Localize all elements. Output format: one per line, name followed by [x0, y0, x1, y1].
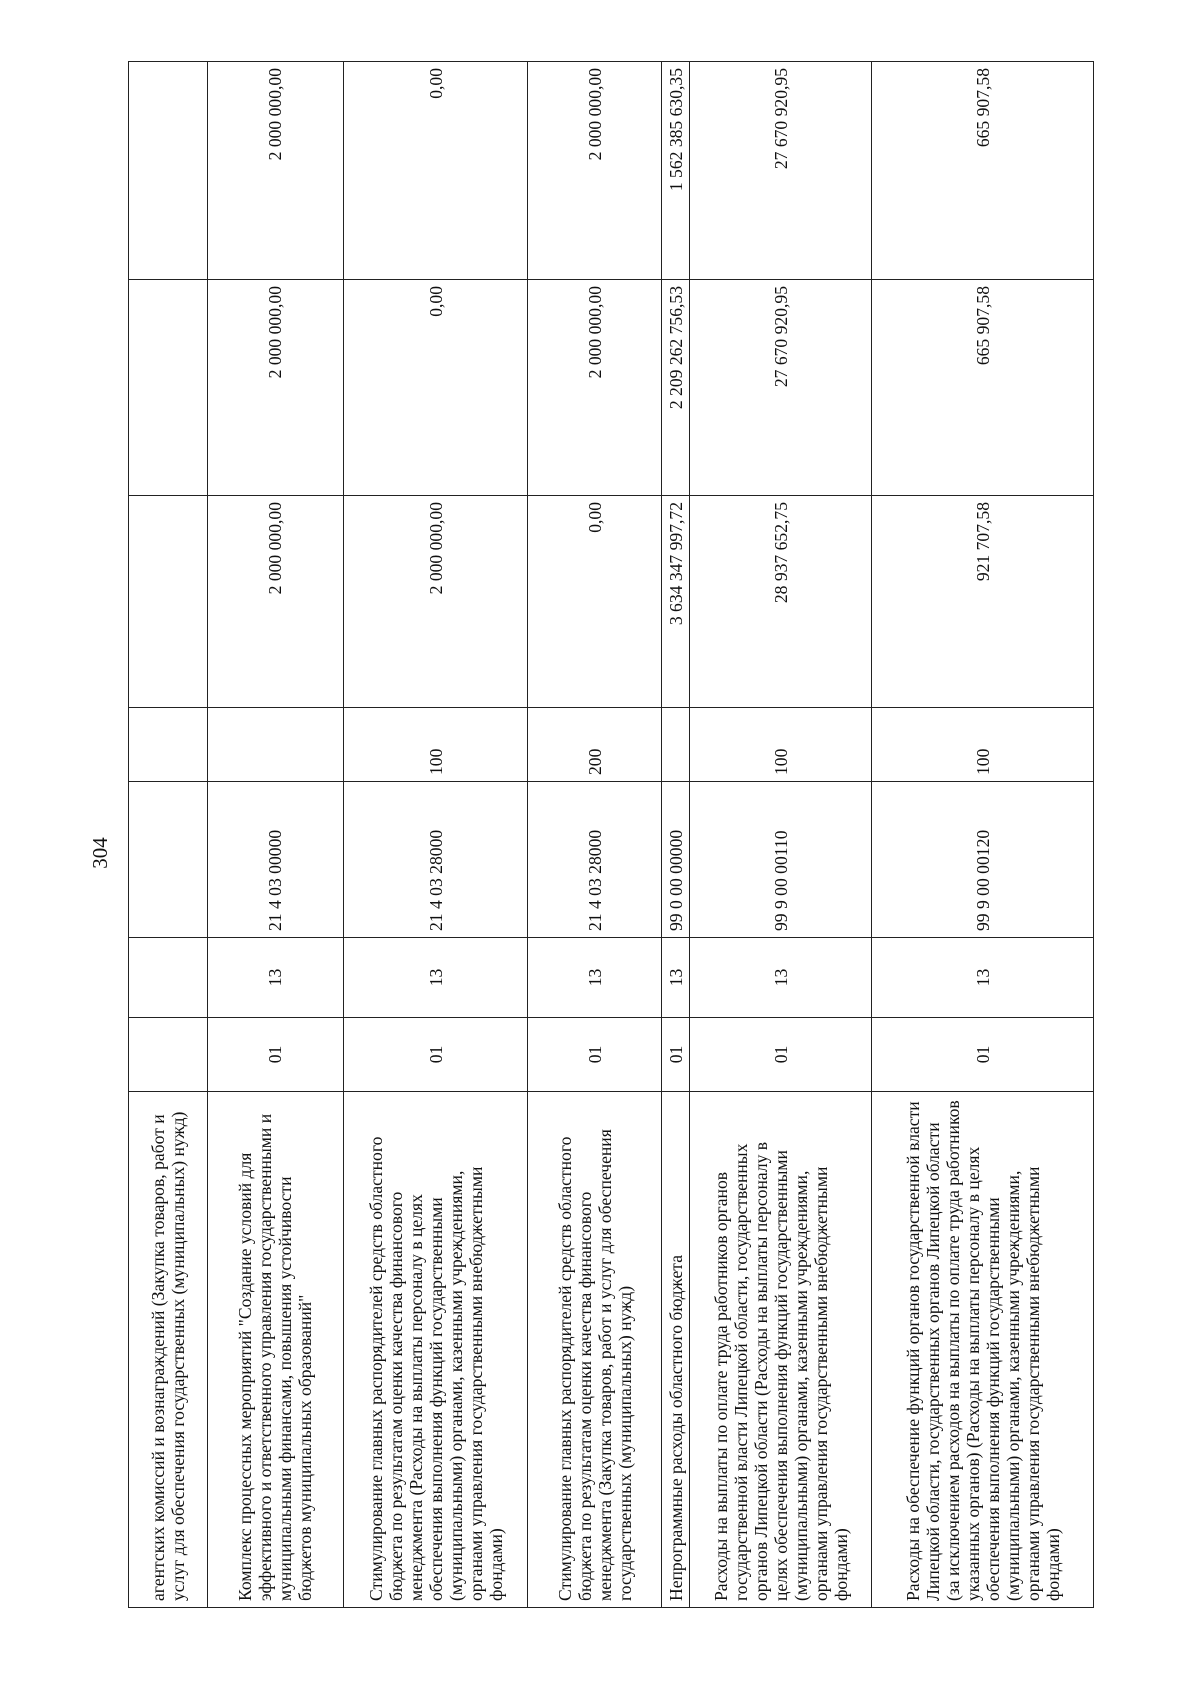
expense-type-code: 200: [528, 708, 662, 782]
subsection-code: [129, 938, 208, 1018]
subsection-code: 13: [528, 938, 662, 1018]
target-article-code: 21 4 03 28000: [528, 782, 662, 938]
amount-2025: [129, 496, 208, 708]
expense-type-code: 100: [690, 708, 872, 782]
expense-name: агентских комиссий и вознаграждений (Закупка товаров, работ и услуг для обеспечения государственных (муниципальных) нужд): [129, 1092, 208, 1608]
expense-type-code: [207, 708, 343, 782]
subsection-code: 13: [661, 938, 690, 1018]
section-code: 01: [343, 1018, 527, 1092]
expense-type-code: 100: [343, 708, 527, 782]
table-row: [207, 62, 343, 1608]
section-code: 01: [528, 1018, 662, 1092]
expense-name: Непрограммные расходы областного бюджета: [661, 1092, 690, 1608]
rotated-table-container: [128, 62, 1094, 1608]
amount-2026: [129, 280, 208, 496]
section-code: 01: [872, 1018, 1094, 1092]
expense-name: Расходы на выплаты по оплате труда работников органов государственной власти Липецкой области, государственных органов Липецкой области (Расходы на выплаты персоналу в целях обеспечения выполнения функций государственными (муниципальными) органами, казенными учреждениями, органами управления государственными внебюджетными фондами): [690, 1092, 872, 1608]
amount-2025: 0,00: [528, 496, 662, 708]
subsection-code: 13: [690, 938, 872, 1018]
section-code: [129, 1018, 208, 1092]
amount-2027: 665 907,58: [872, 62, 1094, 280]
amount-2027: 27 670 920,95: [690, 62, 872, 280]
page-number: 304: [88, 837, 112, 869]
target-article-code: 99 9 00 00110: [690, 782, 872, 938]
target-article-code: 21 4 03 28000: [343, 782, 527, 938]
table-row: [661, 62, 690, 1608]
amount-2025: 921 707,58: [872, 496, 1094, 708]
expense-type-code: 100: [872, 708, 1094, 782]
amount-2027: 0,00: [343, 62, 527, 280]
amount-2026: 27 670 920,95: [690, 280, 872, 496]
amount-2026: 2 000 000,00: [528, 280, 662, 496]
section-code: 01: [661, 1018, 690, 1092]
section-code: 01: [690, 1018, 872, 1092]
amount-2026: 0,00: [343, 280, 527, 496]
expense-name: Комплекс процессных мероприятий "Создание условий для эффективного и ответственного управления государственными и муниципальными финансами, повышения устойчивости бюджетов муниципальных образований": [207, 1092, 343, 1608]
amount-2025: 3 634 347 997,72: [661, 496, 690, 708]
table-row: [690, 62, 872, 1608]
section-code: 01: [207, 1018, 343, 1092]
expense-name: Расходы на обеспечение функций органов государственной власти Липецкой области, государственных органов Липецкой области (за исключением расходов на выплаты по оплате труда работников указанных органов) (Расходы на выплаты персоналу в целях обеспечения выполнения функций государственными (муниципальными) органами, казенными учреждениями, органами управления государственными внебюджетными фондами): [872, 1092, 1094, 1608]
subsection-code: 13: [872, 938, 1094, 1018]
amount-2025: 2 000 000,00: [207, 496, 343, 708]
table-row: [528, 62, 662, 1608]
amount-2026: 2 000 000,00: [207, 280, 343, 496]
table-row: [129, 62, 208, 1608]
subsection-code: 13: [207, 938, 343, 1018]
budget-table: [128, 61, 1094, 1608]
expense-type-code: [129, 708, 208, 782]
target-article-code: [129, 782, 208, 938]
target-article-code: 99 0 00 00000: [661, 782, 690, 938]
amount-2025: 2 000 000,00: [343, 496, 527, 708]
amount-2026: 2 209 262 756,53: [661, 280, 690, 496]
expense-name: Стимулирование главных распорядителей средств областного бюджета по результатам оценки качества финансового менеджмента (Расходы на выплаты персоналу в целях обеспечения выполнения функций государственными (муниципальными) органами, казенными учреждениями, органами управления государственными внебюджетными фондами): [343, 1092, 527, 1608]
amount-2026: 665 907,58: [872, 280, 1094, 496]
subsection-code: 13: [343, 938, 527, 1018]
target-article-code: 99 9 00 00120: [872, 782, 1094, 938]
target-article-code: 21 4 03 00000: [207, 782, 343, 938]
amount-2027: [129, 62, 208, 280]
table-row: [343, 62, 527, 1608]
amount-2025: 28 937 652,75: [690, 496, 872, 708]
amount-2027: 1 562 385 630,35: [661, 62, 690, 280]
amount-2027: 2 000 000,00: [528, 62, 662, 280]
table-row: [872, 62, 1094, 1608]
amount-2027: 2 000 000,00: [207, 62, 343, 280]
expense-type-code: [661, 708, 690, 782]
expense-name: Стимулирование главных распорядителей средств областного бюджета по результатам оценки качества финансового менеджмента (Закупка товаров, работ и услуг для обеспечения государственных (муниципальных) нужд): [528, 1092, 662, 1608]
